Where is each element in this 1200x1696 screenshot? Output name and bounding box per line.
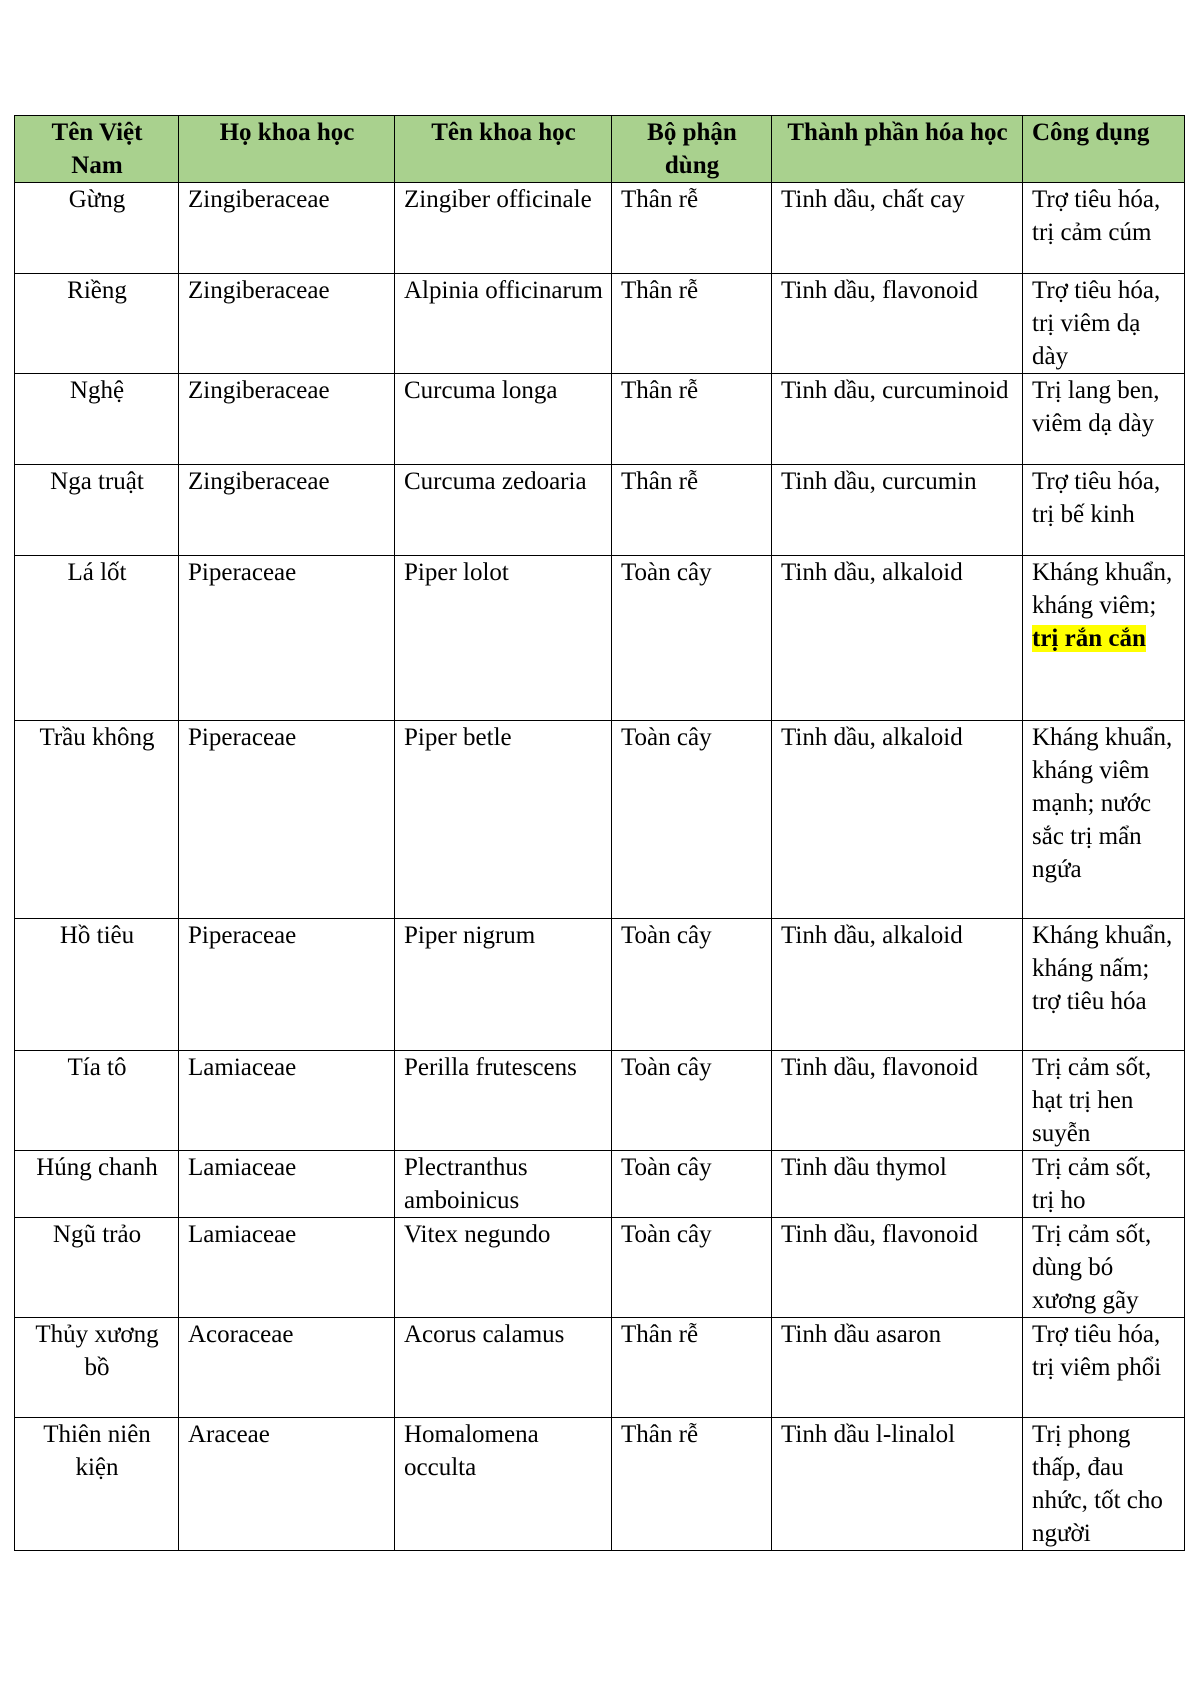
cell-cong-dung: Trị cảm sốt, trị ho [1023,1151,1185,1218]
table-row [15,1318,1185,1418]
cell-ten-viet-nam: Nga truật [15,465,179,556]
header-row [15,116,1185,183]
cell-ho-khoa-hoc: Piperaceae [179,919,395,1051]
table-row [15,1151,1185,1218]
cell-cong-dung: Trị lang ben, viêm dạ dày [1023,374,1185,465]
medicinal-plants-table [14,115,1185,1551]
cell-thanh-phan: Tinh dầu asaron [772,1318,1023,1418]
cell-thanh-phan: Tinh dầu, chất cay [772,183,1023,274]
cell-cong-dung: Trợ tiêu hóa, trị viêm phổi [1023,1318,1185,1418]
cell-cong-dung [1023,556,1185,721]
cong-dung-text: Kháng khuẩn, kháng viêm; [1032,559,1173,619]
cell-ten-khoa-hoc: Zingiber officinale [395,183,612,274]
cell-bo-phan-dung: Toàn cây [612,556,772,721]
table-row [15,721,1185,919]
cell-cong-dung: Trợ tiêu hóa, trị cảm cúm [1023,183,1185,274]
cell-bo-phan-dung: Thân rễ [612,374,772,465]
cell-ten-khoa-hoc: Vitex negundo [395,1218,612,1318]
cell-ten-viet-nam: Thủy xương bồ [15,1318,179,1418]
table-body [15,183,1185,1551]
cell-cong-dung: Kháng khuẩn, kháng nấm; trợ tiêu hóa [1023,919,1185,1051]
cell-ten-viet-nam: Ngũ trảo [15,1218,179,1318]
cell-ten-khoa-hoc: Homalomena occulta [395,1418,612,1551]
cell-thanh-phan: Tinh dầu, flavonoid [772,1051,1023,1151]
cell-ho-khoa-hoc: Zingiberaceae [179,183,395,274]
cell-ten-viet-nam: Trầu không [15,721,179,919]
header-thanh-phan-hoa-hoc: Thành phần hóa học [772,116,1023,183]
cell-thanh-phan: Tinh dầu, curcumin [772,465,1023,556]
table-row [15,1418,1185,1551]
cell-bo-phan-dung: Thân rễ [612,1318,772,1418]
cell-bo-phan-dung: Thân rễ [612,183,772,274]
cell-ho-khoa-hoc: Piperaceae [179,556,395,721]
table-row [15,919,1185,1051]
cell-ten-khoa-hoc: Piper nigrum [395,919,612,1051]
cell-ho-khoa-hoc: Zingiberaceae [179,274,395,374]
cell-ho-khoa-hoc: Araceae [179,1418,395,1551]
table-row [15,556,1185,721]
table-row [15,374,1185,465]
cell-ten-viet-nam: Gừng [15,183,179,274]
cell-ten-viet-nam: Thiên niên kiện [15,1418,179,1551]
cell-ten-khoa-hoc: Piper lolot [395,556,612,721]
cell-ten-khoa-hoc: Perilla frutescens [395,1051,612,1151]
highlighted-text: trị rắn cắn [1032,625,1146,652]
cell-bo-phan-dung: Thân rễ [612,465,772,556]
header-ho-khoa-hoc: Họ khoa học [179,116,395,183]
cell-bo-phan-dung: Toàn cây [612,721,772,919]
header-ten-khoa-hoc: Tên khoa học [395,116,612,183]
cell-ho-khoa-hoc: Acoraceae [179,1318,395,1418]
cell-cong-dung: Kháng khuẩn, kháng viêm mạnh; nước sắc trị mẩn ngứa [1023,721,1185,919]
cell-ho-khoa-hoc: Zingiberaceae [179,374,395,465]
cell-ten-viet-nam: Tía tô [15,1051,179,1151]
table-row [15,1218,1185,1318]
cell-cong-dung: Trị cảm sốt, hạt trị hen suyễn [1023,1051,1185,1151]
header-ten-viet-nam: Tên Việt Nam [15,116,179,183]
cell-ten-viet-nam: Hồ tiêu [15,919,179,1051]
cell-thanh-phan: Tinh dầu, alkaloid [772,556,1023,721]
cell-ten-viet-nam: Nghệ [15,374,179,465]
cell-bo-phan-dung: Toàn cây [612,919,772,1051]
cell-ho-khoa-hoc: Zingiberaceae [179,465,395,556]
cell-cong-dung: Trị cảm sốt, dùng bó xương gãy [1023,1218,1185,1318]
cell-bo-phan-dung: Thân rễ [612,274,772,374]
cell-ho-khoa-hoc: Lamiaceae [179,1218,395,1318]
cell-ten-khoa-hoc: Curcuma zedoaria [395,465,612,556]
table-row [15,183,1185,274]
cell-thanh-phan: Tinh dầu, flavonoid [772,274,1023,374]
header-bo-phan-dung: Bộ phận dùng [612,116,772,183]
cell-bo-phan-dung: Toàn cây [612,1151,772,1218]
cell-thanh-phan: Tinh dầu l-linalol [772,1418,1023,1551]
cell-bo-phan-dung: Toàn cây [612,1218,772,1318]
table-row [15,274,1185,374]
table-row [15,465,1185,556]
cell-ten-viet-nam: Húng chanh [15,1151,179,1218]
cell-ten-khoa-hoc: Plectranthus amboinicus [395,1151,612,1218]
cell-ten-khoa-hoc: Alpinia officinarum [395,274,612,374]
cell-thanh-phan: Tinh dầu, flavonoid [772,1218,1023,1318]
cell-ten-viet-nam: Lá lốt [15,556,179,721]
cell-bo-phan-dung: Thân rễ [612,1418,772,1551]
cell-cong-dung: Trợ tiêu hóa, trị viêm dạ dày [1023,274,1185,374]
cell-cong-dung: Trị phong thấp, đau nhức, tốt cho người [1023,1418,1185,1551]
cell-bo-phan-dung: Toàn cây [612,1051,772,1151]
cell-thanh-phan: Tinh dầu, curcuminoid [772,374,1023,465]
cell-thanh-phan: Tinh dầu, alkaloid [772,721,1023,919]
cell-thanh-phan: Tinh dầu thymol [772,1151,1023,1218]
cell-ten-khoa-hoc: Piper betle [395,721,612,919]
cell-ten-viet-nam: Riềng [15,274,179,374]
cell-thanh-phan: Tinh dầu, alkaloid [772,919,1023,1051]
table-header [15,116,1185,183]
cell-ho-khoa-hoc: Lamiaceae [179,1051,395,1151]
cell-ho-khoa-hoc: Lamiaceae [179,1151,395,1218]
cell-ho-khoa-hoc: Piperaceae [179,721,395,919]
header-cong-dung: Công dụng [1023,116,1185,183]
cell-ten-khoa-hoc: Curcuma longa [395,374,612,465]
table-row [15,1051,1185,1151]
cell-ten-khoa-hoc: Acorus calamus [395,1318,612,1418]
cell-cong-dung: Trợ tiêu hóa, trị bế kinh [1023,465,1185,556]
